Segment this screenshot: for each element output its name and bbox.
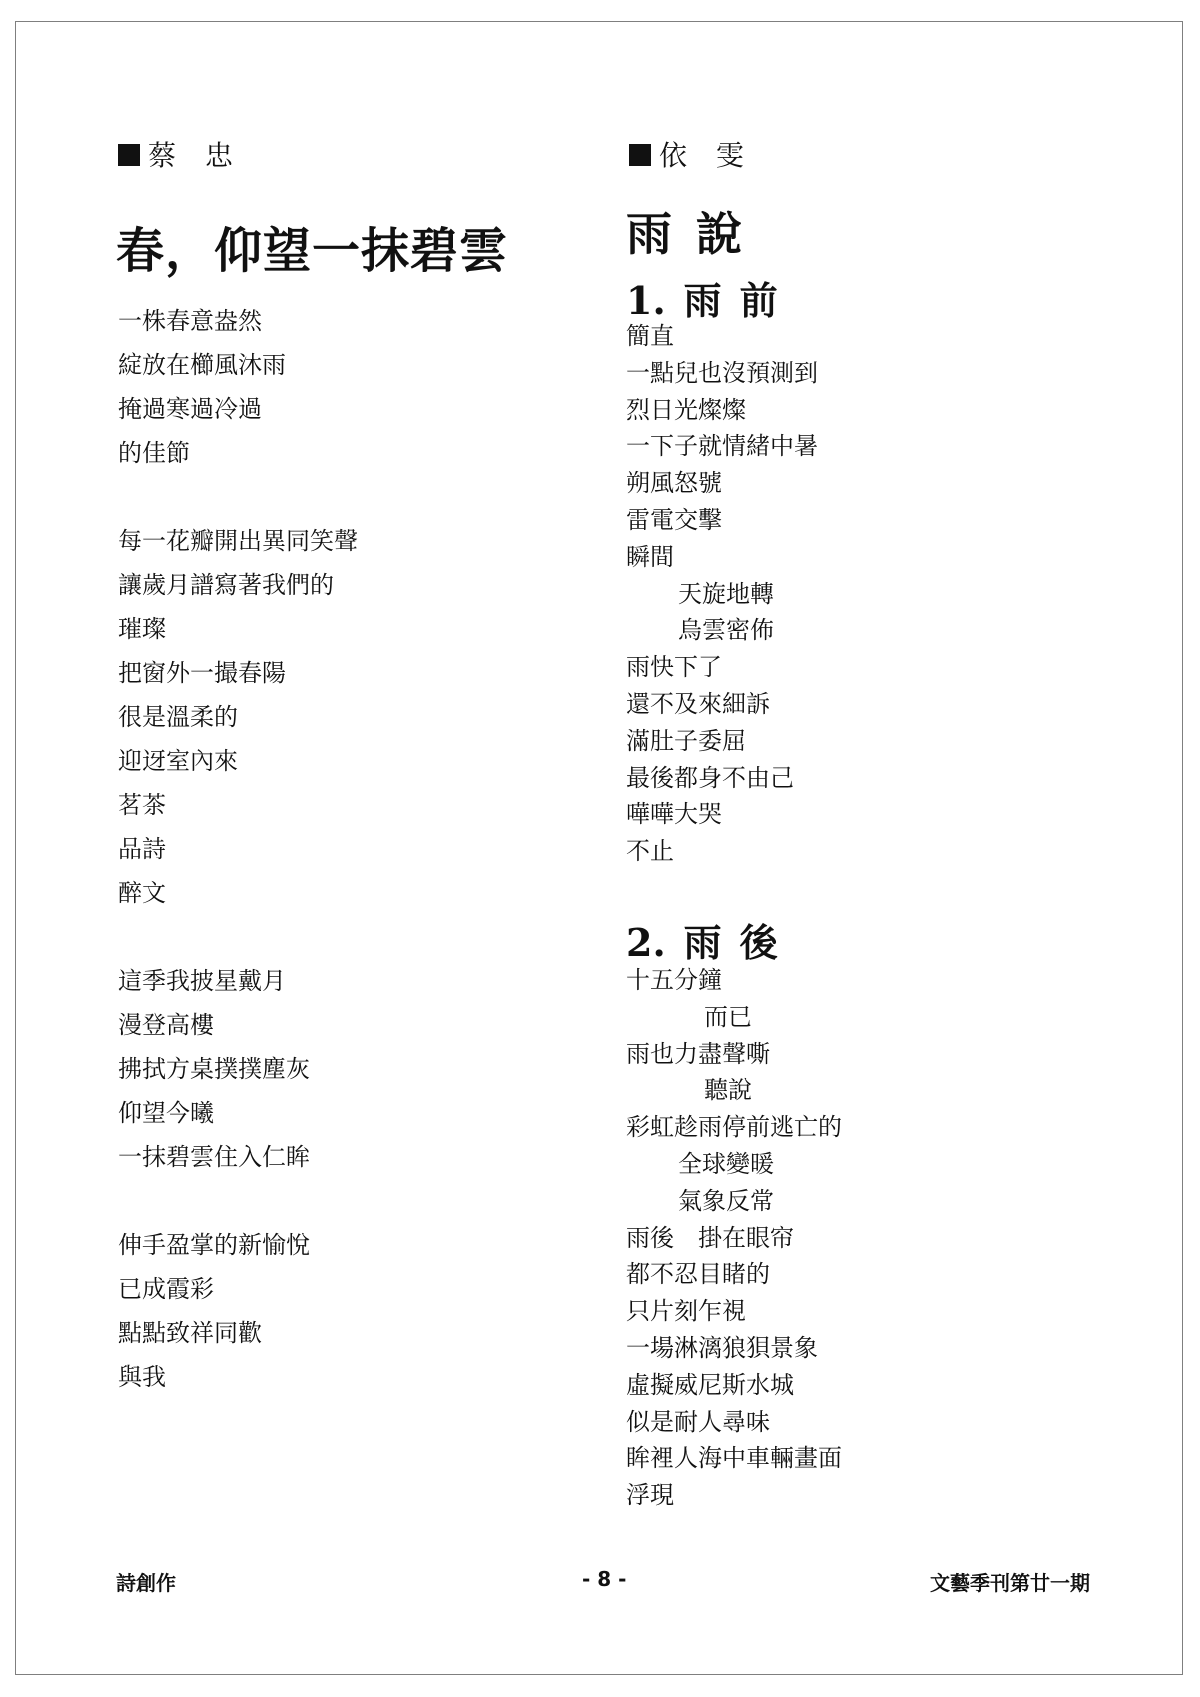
- footer-section-label: 詩創作: [116, 1571, 176, 1595]
- section-heading-2: [626, 912, 796, 967]
- section-number: 2.: [626, 920, 666, 965]
- poem-line: 嘩嘩大哭: [626, 800, 722, 829]
- left-author-name: 蔡 忠: [148, 139, 243, 172]
- poem-line: 一點兒也沒預測到: [626, 358, 818, 387]
- left-author: [118, 134, 243, 174]
- right-poem-section-2: [626, 962, 842, 1514]
- poem-line: 雷電交擊: [626, 505, 722, 534]
- poem-line: 迎迓室內來: [118, 747, 238, 775]
- poem-line: 掩過寒過冷過: [118, 395, 262, 423]
- square-bullet-icon: [629, 144, 651, 166]
- poem-line: 虛擬威尼斯水城: [626, 1370, 794, 1399]
- poem-line: 朔風怒號: [626, 469, 722, 498]
- poem-line: 還不及來細訴: [626, 689, 770, 718]
- poem-line: 的佳節: [118, 439, 190, 467]
- poem-line: 品詩: [118, 835, 166, 863]
- poem-line: 一場淋漓狼狽景象: [626, 1333, 818, 1362]
- poem-line: 最後都身不由己: [626, 763, 794, 792]
- right-poem-section-1: [626, 318, 818, 870]
- left-poem-title: 春，仰望一抹碧雲: [116, 223, 509, 279]
- poem-line: 點點致祥同歡: [118, 1319, 262, 1347]
- poem-line: 聽說: [704, 1076, 752, 1105]
- poem-line: 十五分鐘: [626, 966, 722, 994]
- poem-line: 雨後 掛在眼帘: [626, 1223, 794, 1252]
- poem-line: 似是耐人尋味: [626, 1407, 770, 1436]
- poem-line: 滿肚子委屈: [626, 726, 746, 755]
- poem-line: 醉文: [118, 879, 166, 907]
- section-title: 雨後: [683, 920, 796, 965]
- poem-line: 天旋地轉: [678, 579, 774, 608]
- poem-line: 氣象反常: [678, 1186, 774, 1215]
- poem-line: 已成霞彩: [118, 1275, 214, 1303]
- left-poem-body: [118, 299, 358, 1399]
- poem-line: 一抹碧雲住入仁眸: [118, 1143, 310, 1171]
- page-number: - 8 -: [582, 1567, 627, 1591]
- poem-line: 綻放在櫛風沐雨: [118, 351, 286, 379]
- poem-line: 而已: [704, 1002, 752, 1031]
- poem-line: 茗茶: [118, 791, 166, 819]
- poem-line: 讓歲月譜寫著我們的: [118, 571, 334, 599]
- publication-name: 文藝季刊第廿一期: [930, 1571, 1090, 1595]
- poem-line: 一下子就情緒中暑: [626, 432, 818, 461]
- poem-line: 都不忍目睹的: [626, 1260, 770, 1289]
- poem-line: 每一花瓣開出異同笑聲: [118, 527, 358, 555]
- section-heading-1: [626, 270, 796, 325]
- poem-line: 伸手盈掌的新愉悅: [118, 1231, 310, 1259]
- poem-line: 很是溫柔的: [118, 703, 238, 731]
- poem-line: 雨快下了: [626, 653, 722, 682]
- poem-line: 彩虹趁雨停前逃亡的: [626, 1113, 842, 1142]
- section-number: 1.: [626, 278, 666, 323]
- poem-line: 烏雲密佈: [678, 616, 774, 645]
- poem-line: 瞬間: [626, 542, 674, 571]
- poem-line: 璀璨: [118, 615, 166, 643]
- poem-line: 全球變暖: [678, 1149, 774, 1178]
- poem-line: 拂拭方桌撲撲塵灰: [118, 1055, 310, 1083]
- poem-line: 雨也力盡聲嘶: [626, 1039, 770, 1068]
- poem-line: 一株春意盎然: [118, 307, 262, 335]
- poem-line: 與我: [118, 1363, 166, 1391]
- right-poem-title: 雨說: [626, 207, 766, 261]
- poem-line: 眸裡人海中車輛畫面: [626, 1444, 842, 1473]
- poem-line: 浮現: [626, 1481, 674, 1510]
- right-author-name: 依 雯: [659, 139, 754, 172]
- poem-line: 不止: [626, 837, 674, 866]
- poem-line: 烈日光燦燦: [626, 395, 746, 424]
- poem-line: 漫登高樓: [118, 1011, 214, 1039]
- right-author: [629, 134, 754, 174]
- poem-line: 只片刻乍視: [626, 1297, 746, 1326]
- poem-line: 把窗外一撮春陽: [118, 659, 286, 687]
- square-bullet-icon: [118, 144, 140, 166]
- poem-line: 仰望今曦: [118, 1099, 214, 1127]
- poem-line: 簡直: [626, 322, 674, 350]
- poem-line: 這季我披星戴月: [118, 967, 286, 995]
- section-title: 雨前: [683, 278, 796, 323]
